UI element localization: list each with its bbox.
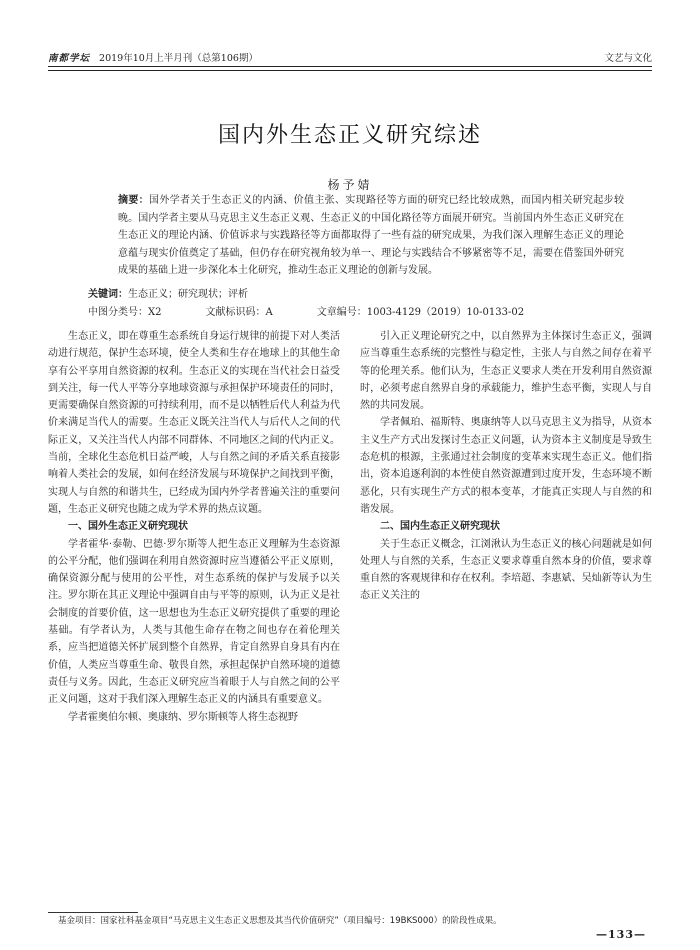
article-meta xyxy=(88,303,624,318)
body-paragraph: 学者霍奥伯尔顿、奥康纳、罗尔斯顿等人将生态视野 xyxy=(68,711,298,723)
issue-info: 2019年10月上半月刊（总第106期） xyxy=(99,53,258,64)
running-header xyxy=(48,44,652,64)
footnote-rule xyxy=(48,912,138,913)
keywords-text: 生态正义；研究现状；评析 xyxy=(128,289,248,300)
page-number: —133— xyxy=(596,928,646,941)
header-rule xyxy=(48,66,652,71)
section-name: 文艺与文化 xyxy=(604,53,652,64)
article-author: 杨予婧 xyxy=(327,178,373,192)
abstract-label: 摘要： xyxy=(118,195,149,206)
funding-footnote: 基金项目：国家社科基金项目“马克思主义生态正义思想及其当代价值研究”（项目编号：19BKS000）的阶段性成果。 xyxy=(58,916,502,926)
body-paragraph: 引入正义理论研究之中，以自然界为主体探讨生态正义，强调应当尊重生态系统的完整性与稳定性，主张人与自然之间存在着平等的伦理关系。他们认为，生态正义要求人类在开发利用自然资源时，必须考虑自然界自身的承载能力，维护生态平衡，实现人与自然的共同发展。 xyxy=(360,331,652,412)
body-paragraph: 生态正义，即在尊重生态系统自身运行规律的前提下对人类活动进行规范，保护生态环境，使全人类和生存在地球上的其他生命享有公平享用自然资源的权利。生态正义的实现在当代社会日益受到关注，每一代人平等分享地球资源与承担保护环境责任的同时，更需要确保自然资源的可持续利用，而不是以牺牲后代人利益为代价来满足当代人的需要。生态正义既关注当代人与后代人之间的代际正义，又关注当代人内部不同群体、不同地区之间的代内正义。当前，全球化生态危机日益严峻，人与自然之间的矛盾关系直接影响着人类社会的发展，如何在经济发展与环境保护之间找到平衡，实现人与自然的和谐共生，已经成为国内外学者普遍关注的重要问题，生态正义研究也随之成为学术界的热点议题。 xyxy=(48,331,340,515)
body-paragraph: 关于生态正义概念，江浏湫认为生态正义的核心问题就是如何处理人与自然的关系，生态正义要求尊重自然本身的价值，要求尊重自然的客观规律和存在权利。李培超、李惠斌、吴灿新等认为生态正义关注的 xyxy=(360,538,652,602)
body-paragraph: 学者霍华·泰勒、巴德·罗尔斯等人把生态正义理解为生态资源的公平分配，他们强调在利用自然资源时应当遵循公平正义原则，确保资源分配与使用的公平性，对生态系统的保护与发展予以关注。罗尔斯在其正义理论中强调自由与平等的原则，认为正义是社会制度的首要价值，这一思想也为生态正义研究提供了重要的理论基础。有学者认为，人类与其他生命存在物之间也存在着伦理关系，应当把道德关怀扩展到整个自然界，肯定自然界自身具有内在价值，人类应当尊重生命、敬畏自然，承担起保护自然环境的道德责任与义务。因此，生态正义研究应当着眼于人与自然之间的公平正义问题，这对于我们深入理解生态正义的内涵具有重要意义。 xyxy=(48,538,340,706)
keywords xyxy=(88,285,248,300)
keywords-label: 关键词： xyxy=(88,289,128,300)
body-columns xyxy=(48,328,652,908)
clc-number: 中图分类号：X2 xyxy=(88,307,162,318)
header-left xyxy=(48,50,258,64)
abstract-text: 国外学者关于生态正义的内涵、价值主张、实现路径等方面的研究已经比较成熟，而国内相关研究起步较晚。国内学者主要从马克思主义生态正义观、生态正义的中国化路径等方面展开研究。当前国内外生态正义研究在生态正义的理论内涵、价值诉求与实践路径等方面都取得了一些有益的研究成果，为我们深入理解生态正义的理论意蕴与现实价值奠定了基础，但仍存在研究视角较为单一、理论与实践结合不够紧密等不足，需要在借鉴国外研究成果的基础上进一步深化本土化研究，推动生态正义理论的创新与发展。 xyxy=(118,195,624,276)
body-column-right xyxy=(360,328,652,908)
document-code: 文献标识码：A xyxy=(205,307,273,318)
article-title: 国内外生态正义研究综述 xyxy=(217,123,482,148)
journal-name: 南都学坛 xyxy=(48,53,91,64)
section-heading: 一、国外生态正义研究现状 xyxy=(68,521,188,533)
body-paragraph: 学者佩珀、福斯特、奥康纳等人以马克思主义为指导，从资本主义生产方式出发探讨生态正义问题，认为资本主义制度是导致生态危机的根源，主张通过社会制度的变革来实现生态正义。他们指出，资本追逐利润的本性使自然资源遭到过度开发，生态环境不断恶化，只有实现生产方式的根本变革，才能真正实现人与自然的和谐发展。 xyxy=(360,417,652,515)
article-number: 文章编号：1003-4129（2019）10-0133-02 xyxy=(316,307,525,318)
section-heading: 二、国内生态正义研究现状 xyxy=(380,521,500,533)
abstract xyxy=(118,192,624,280)
body-column-left xyxy=(48,328,340,908)
